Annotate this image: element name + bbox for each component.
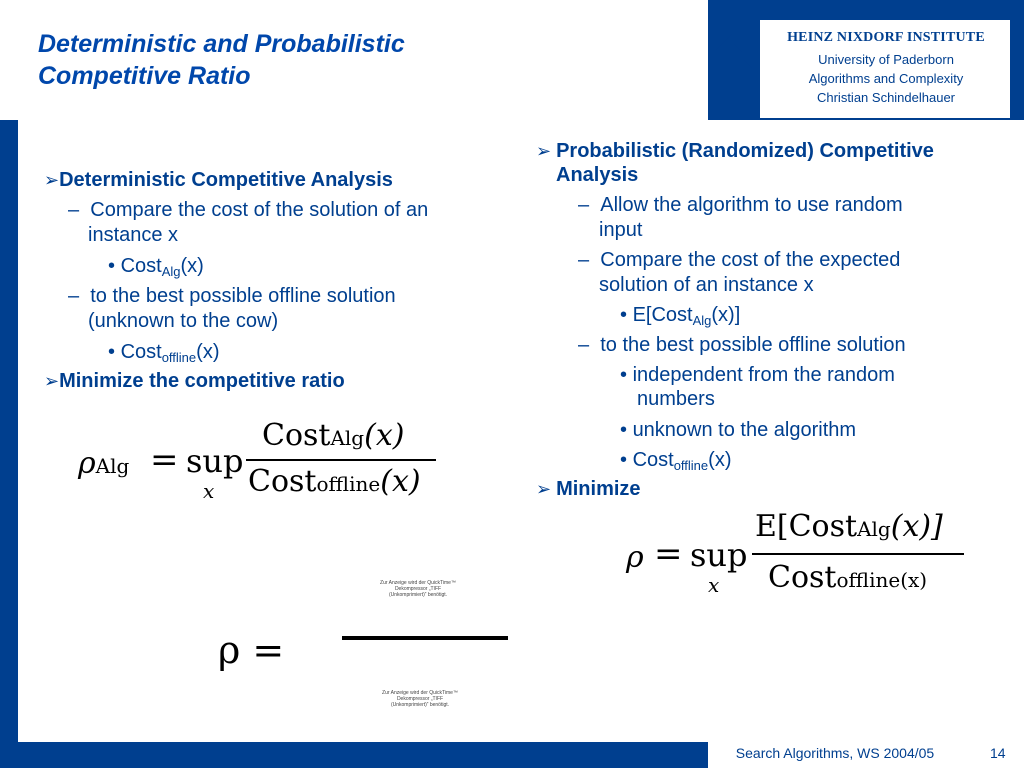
right-dash-1-cont: input	[599, 219, 643, 241]
right-heading-1-cont: Analysis	[556, 164, 639, 186]
right-dash-3: – to the best possible offline solution	[578, 334, 906, 356]
broken-formula-fraction-bar	[342, 636, 508, 640]
missing-image-placeholder-bottom: Zur Anzeige wird der QuickTime™ Dekompressor „TIFF (Unkomprimiert)“ benötigt.	[382, 690, 458, 708]
right-heading-2: ➢ Minimize	[536, 478, 641, 500]
broken-formula-lhs: ρ =	[218, 628, 285, 672]
left-dash-2: – to the best possible offline solution	[68, 285, 396, 307]
arrow-bullet-icon: ➢	[536, 141, 557, 161]
formula-right-numerator: E[CostAlg(x)]	[755, 509, 943, 544]
right-bullet-unknown: • unknown to the algorithm	[620, 419, 857, 441]
right-dash-2-cont: solution of an instance x	[599, 274, 814, 296]
left-dash-1: – Compare the cost of the solution of an	[68, 199, 429, 221]
right-bullet-cost-offline: • Cost$_{offline}$(x)	[620, 449, 732, 473]
formula-right-fraction-bar	[752, 553, 964, 555]
formula-right-lhs: ρ	[626, 540, 644, 575]
formula-numerator: CostAlg(x)	[262, 418, 405, 453]
arrow-bullet-icon: ➢	[536, 479, 557, 499]
arrow-bullet-icon: ➢	[44, 170, 60, 190]
missing-image-placeholder-top: Zur Anzeige wird der QuickTime™ Dekompressor „TIFF (Unkomprimiert)“ benötigt.	[380, 580, 456, 598]
right-bullet-expected-cost: • E[Cost$_{Alg}$(x)]	[620, 304, 741, 328]
formula-right-denominator: Costoffline(x)	[768, 560, 928, 595]
formula-sup: sup	[186, 442, 244, 480]
slide-title: Deterministic and Probabilistic Competitive Ratio	[38, 30, 405, 90]
institute-group: Algorithms and Complexity	[808, 71, 964, 86]
hni-logo-icon	[712, 30, 756, 86]
formula-right-sup: sup	[690, 536, 748, 574]
left-heading-1: ➢Deterministic Competitive Analysis	[44, 169, 393, 191]
right-heading-1: ➢ Probabilistic (Randomized) Competitive	[536, 140, 934, 162]
formula-equals: =	[150, 440, 179, 480]
formula-right-sup-sub: x	[708, 573, 720, 597]
left-heading-2: ➢Minimize the competitive ratio	[44, 370, 345, 392]
formula-right-equals: =	[654, 534, 683, 574]
institute-author: Christian Schindelhauer	[816, 90, 956, 105]
right-dash-1: – Allow the algorithm to use random	[578, 194, 903, 216]
right-bullet-independent-cont: numbers	[637, 388, 715, 410]
left-bullet-cost-offline: • Cost$_{offline}$(x)	[108, 341, 220, 365]
formula-sup-sub: x	[203, 479, 215, 503]
formula-denominator: Costoffline(x)	[248, 464, 421, 499]
institute-name: HEINZ NIXDORF INSTITUTE	[787, 30, 985, 45]
left-dash-1-cont: instance x	[88, 224, 179, 246]
left-dash-2-cont: (unknown to the cow)	[88, 310, 279, 332]
left-bullet-cost-alg: • Cost$_{Alg}$(x)	[108, 255, 204, 279]
formula-fraction-bar	[246, 459, 436, 461]
footer-course: Search Algorithms, WS 2004/05	[735, 745, 935, 761]
right-dash-2: – Compare the cost of the expected	[578, 249, 901, 271]
left-accent-bar	[0, 120, 18, 742]
page-number: 14	[990, 745, 1006, 761]
arrow-bullet-icon: ➢	[44, 371, 60, 391]
right-bullet-independent: • independent from the random	[620, 364, 895, 386]
formula-lhs: ρAlg	[78, 446, 130, 481]
institute-university: University of Paderborn	[818, 52, 954, 67]
